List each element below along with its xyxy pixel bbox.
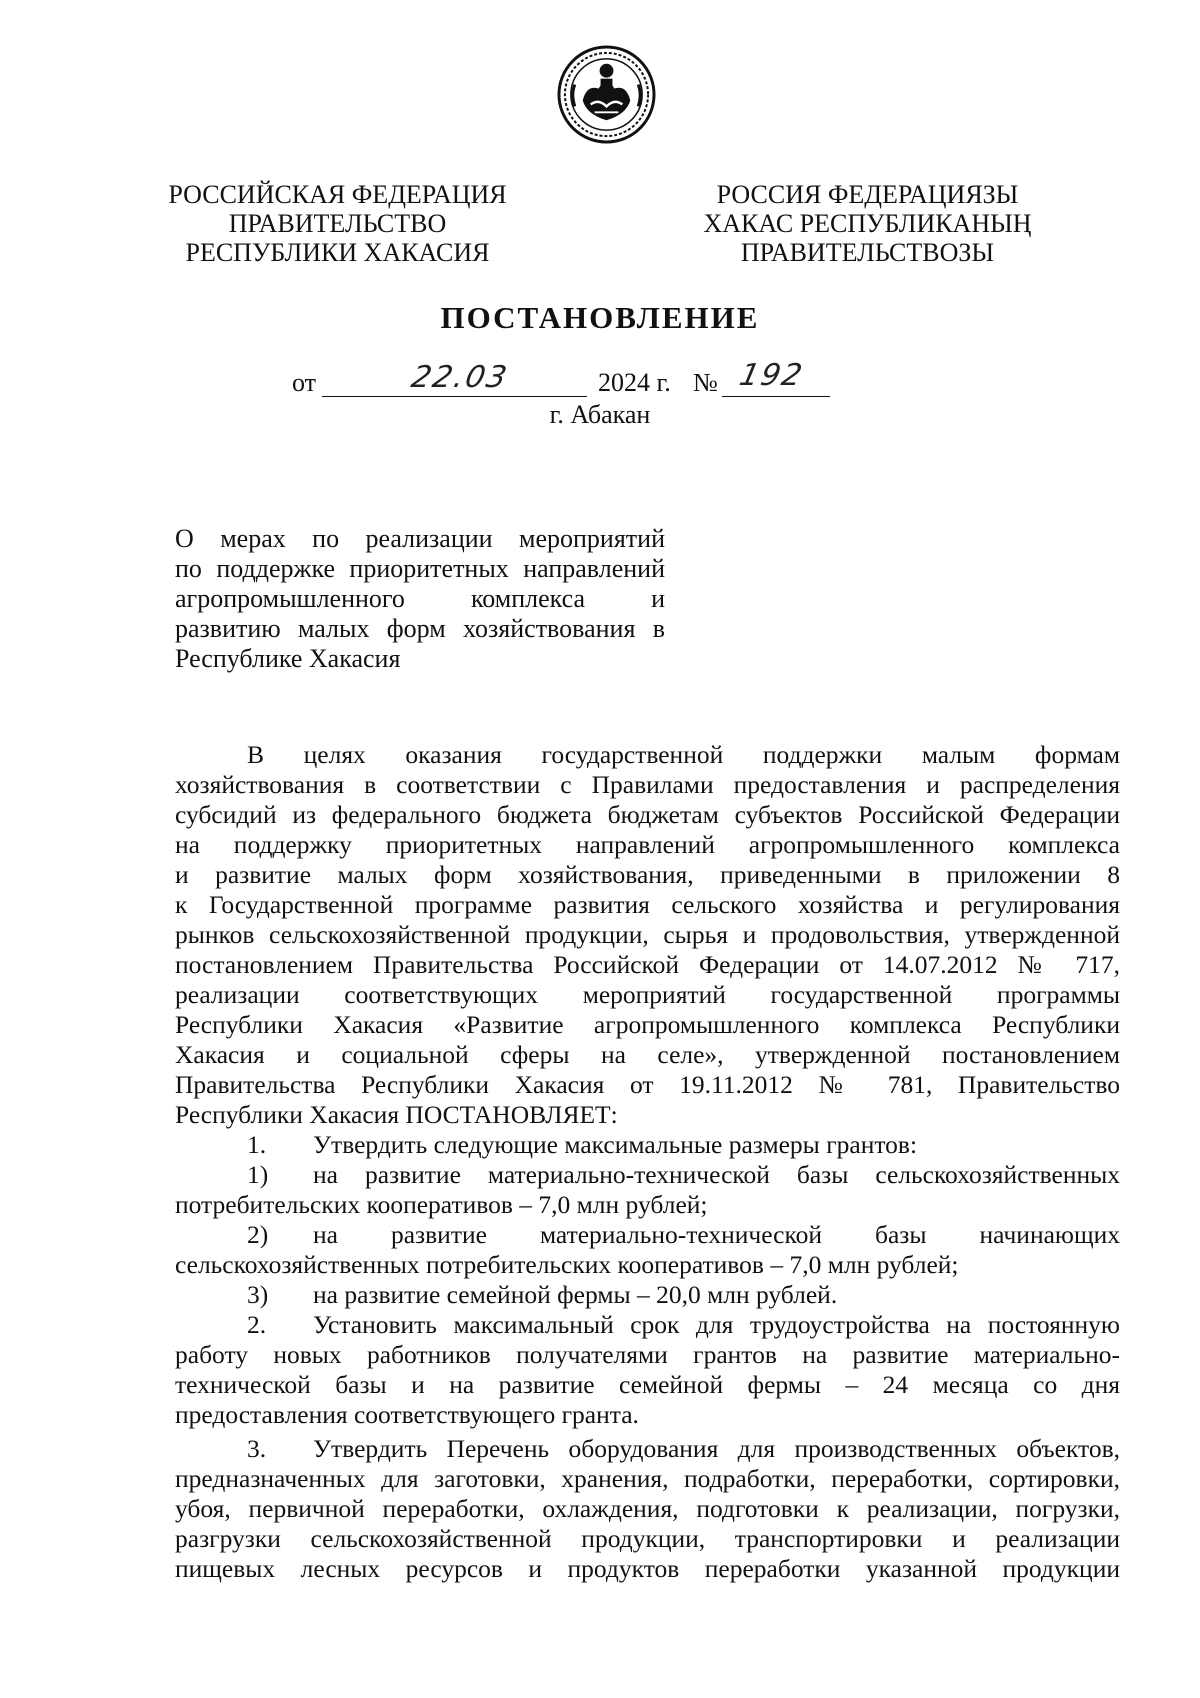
body-line: сельскохозяйственных потребительских кооперативов – 7,0 млн рублей;: [175, 1250, 959, 1279]
body-line: разгрузки сельскохозяйственной продукции, транспортировки и реализации: [175, 1524, 1120, 1553]
subject-line: по поддержке приоритетных направлений: [175, 554, 665, 583]
year: 2024 г.: [598, 368, 671, 397]
body-line: к Государственной программе развития сельского хозяйства и регулирования: [175, 890, 1120, 919]
handwritten-date: 22.03: [408, 360, 512, 395]
item-number: 2.: [247, 1310, 267, 1339]
body-line: Правительства Республики Хакасия от 19.11.2012 № 781, Правительство: [175, 1070, 1120, 1099]
body-line: потребительских кооперативов – 7,0 млн рублей;: [175, 1190, 708, 1219]
coat-of-arms-emblem: [557, 45, 656, 144]
body-line: постановлением Правительства Российской Федерации от 14.07.2012 № 717,: [175, 950, 1120, 979]
date-prefix: от: [292, 368, 317, 397]
document-title: ПОСТАНОВЛЕНИЕ: [440, 300, 760, 335]
sub-item-1: [175, 1160, 1120, 1190]
body-line: предоставления соответствующего гранта.: [175, 1400, 639, 1429]
item-number: 1.: [247, 1130, 267, 1159]
body-line: Республики Хакасия «Развитие агропромышленного комплекса Республики: [175, 1010, 1120, 1039]
body-line: работу новых работников получателями грантов на развитие материально-: [175, 1340, 1120, 1369]
sub-item-3: [175, 1280, 1120, 1310]
sub-item-text: на развитие материально-технической базы начинающих: [313, 1220, 1120, 1249]
issuer-header-khakas: [700, 180, 1035, 267]
body-line: на поддержку приоритетных направлений агропромышленного комплекса: [175, 830, 1120, 859]
issuer-line: РОССИЯ ФЕДЕРАЦИЯЗЫ: [716, 180, 1019, 209]
issuer-line: ПРАВИТЕЛЬСТВОЗЫ: [740, 238, 995, 267]
subject-line: развитию малых форм хозяйствования в: [175, 614, 665, 643]
item-number: 3.: [247, 1434, 267, 1463]
item-text: Установить максимальный срок для трудоустройства на постоянную: [313, 1310, 1120, 1339]
body-line: Республики Хакасия ПОСТАНОВЛЯЕТ:: [175, 1100, 618, 1129]
sub-item-number: 2): [247, 1220, 269, 1249]
sub-item-number: 1): [247, 1160, 269, 1189]
body-line: пищевых лесных ресурсов и продуктов переработки указанной продукции: [175, 1554, 1120, 1583]
item-text: Утвердить следующие максимальные размеры грантов:: [313, 1130, 918, 1159]
city: г. Абакан: [549, 400, 651, 429]
issuer-line: РЕСПУБЛИКИ ХАКАСИЯ: [185, 238, 490, 267]
sub-item-number: 3): [247, 1280, 269, 1309]
body-line: В целях оказания государственной поддержки малым формам: [247, 740, 1120, 769]
sub-item-text: на развитие материально-технической базы сельскохозяйственных: [313, 1160, 1120, 1189]
body-line: рынков сельскохозяйственной продукции, сырья и продовольствия, утвержденной: [175, 920, 1120, 949]
body-line: предназначенных для заготовки, хранения, подработки, переработки, сортировки,: [175, 1464, 1120, 1493]
item-1: [175, 1130, 1120, 1160]
issuer-line: ХАКАС РЕСПУБЛИКАНЫҢ: [703, 209, 1032, 238]
body-line: технической базы и на развитие семейной фермы – 24 месяца со дня: [175, 1370, 1120, 1399]
item-text: Утвердить Перечень оборудования для производственных объектов,: [313, 1434, 1120, 1463]
body-line: реализации соответствующих мероприятий государственной программы: [175, 980, 1120, 1009]
issuer-line: РОССИЙСКАЯ ФЕДЕРАЦИЯ: [168, 180, 507, 209]
document-body: [175, 740, 1120, 1584]
body-line: хозяйствования в соответствии с Правилами предоставления и распределения: [175, 770, 1120, 799]
issuer-header-russian: [165, 180, 510, 267]
sub-item-text: на развитие семейной фермы – 20,0 млн рублей.: [313, 1280, 838, 1309]
body-line: субсидий из федерального бюджета бюджетам субъектов Российской Федерации: [175, 800, 1120, 829]
issuer-line: ПРАВИТЕЛЬСТВО: [228, 209, 447, 238]
subject-line: О мерах по реализации мероприятий: [175, 524, 665, 553]
body-line: убоя, первичной переработки, охлаждения, подготовки к реализации, погрузки,: [175, 1494, 1120, 1523]
number-underline: [722, 396, 830, 397]
document-subject: [175, 524, 665, 674]
date-underline: [322, 396, 587, 397]
subject-line: Республике Хакасия: [175, 644, 401, 673]
body-line: и развитие малых форм хозяйствования, приведенными в приложении 8: [175, 860, 1120, 889]
sub-item-2: [175, 1220, 1120, 1250]
subject-line: агропромышленного комплекса и: [175, 584, 665, 613]
handwritten-number: 192: [736, 358, 807, 393]
body-line: Хакасия и социальной сферы на селе», утвержденной постановлением: [175, 1040, 1120, 1069]
item-2: [175, 1310, 1120, 1340]
number-label: №: [693, 368, 718, 397]
item-3: [175, 1434, 1120, 1464]
